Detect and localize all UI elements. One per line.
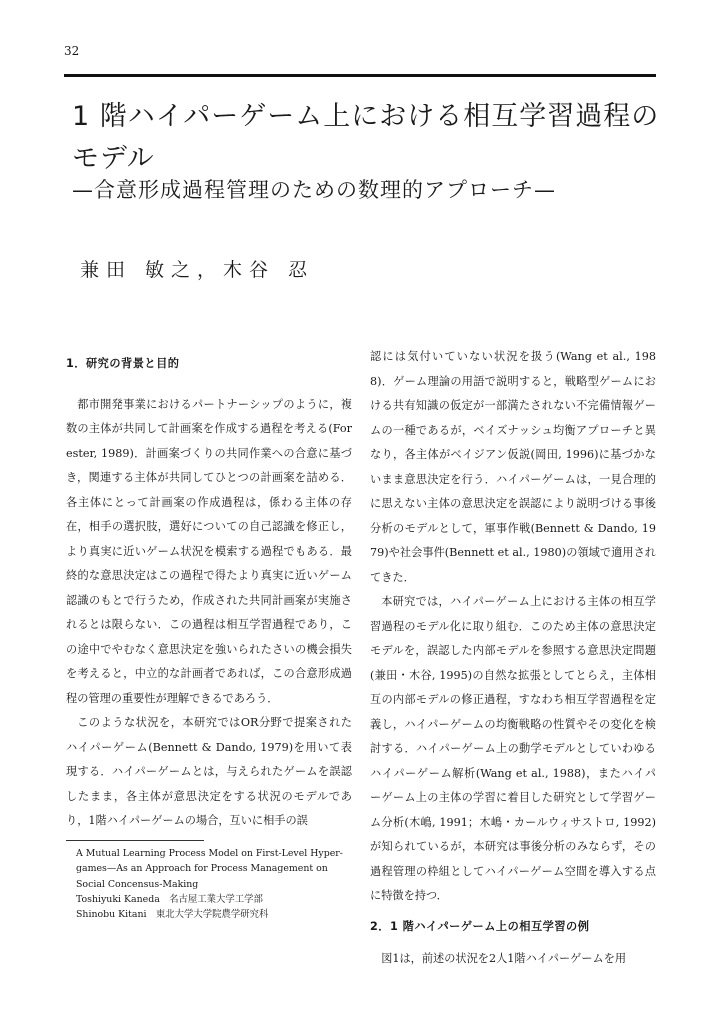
footnote-rule — [66, 840, 204, 841]
authors: 兼田 敏之，木谷 忍 — [80, 259, 315, 281]
footnote-line: games—As an Approach for Process Management on — [76, 863, 328, 875]
section-2-heading: 2．1 階ハイパーゲーム上の相互学習の例 — [370, 919, 590, 933]
paper-subtitle: —合意形成過程管理のための数理的アプローチ— — [72, 178, 556, 202]
footnote-line: Toshiyuki Kaneda 名古屋工業大学工学部 — [76, 893, 263, 905]
right-column — [370, 345, 656, 972]
footnote-line: Social Concensus-Making — [76, 878, 199, 890]
section-1-paragraph-1: 都市開発事業におけるパートナーシップのように，複数の主体が共同して計画案を作成する過程を考える(Forester, 1989)．計画案づくりの共同作業への合意に基づき，関連する主体が共同してひとつの計画案を詰める．各主体にとって計画案の作成過程は，係わる主体の存在，相手の選択肢，選好についての自己認識を修正し，より真実に近いゲーム状況を模索する過程でもある．最終的な意思決定はこの過程で得たより真実に近いゲーム認識のもとで行うため，作成された共同計画案が実施されるとは限らない．この過程は相互学習過程であり，この途中でやむなく意思決定を強いられたさいの機会損失を考えると，中立的な計画者であれば，この合意形成過程の管理の重要性が理解できるであろう． — [66, 397, 352, 705]
left-column — [66, 352, 352, 834]
page-number: 32 — [64, 44, 80, 58]
section-1-heading: 1．研究の背景と目的 — [66, 357, 180, 370]
footnote — [76, 846, 358, 922]
paper-title: 1 階ハイパーゲーム上における相互学習過程のモデル — [72, 101, 660, 174]
continuation-paragraph: 認には気付いていない状況を扱う(Wang et al., 1988)．ゲーム理論の用語で説明すると，戦略型ゲームにおける共有知識の仮定が一部満たされない不完備情報ゲームの一種であるが，ベイズナッシュ均衡アプローチと異なり，各主体がベイジアン仮説(岡田, 1996)に基づかないまま意思決定を行う．ハイパーゲームは，一見合理的に思えない主体の意思決定を誤認により説明づける事後分析のモデルとして，軍事作戦(Bennett & Dando, 1979)や社会事件(Bennett et al., 1980)の領域で適用されてきた． — [370, 350, 656, 584]
footnote-line: A Mutual Learning Process Model on First-Level Hyper- — [76, 848, 343, 859]
section-2-paragraph: 図1は，前述の状況を2人1階ハイパーゲームを用 — [381, 952, 627, 965]
research-paragraph: 本研究では，ハイパーゲーム上における主体の相互学習過程のモデル化に取り組む．このため主体の意思決定モデルを，誤認した内部モデルを参照する意思決定問題(兼田・木谷, 1995)の自然な拡張としてとらえ，主体相互の内部モデルの修正過程，すなわち相互学習過程を定義し，ハイパーゲームの均衡戦略の性質やその変化を検討する．ハイパーゲーム上の動学モデルとしていわゆるハイパーゲーム解析(Wang et al., 1988)，またハイパーゲーム上の主体の学習に着目した研究として学習ゲーム分析(木嶋, 1991；木嶋・カールウィサストロ, 1992)が知られているが，本研究は事後分析のみならず，その過程管理の枠組としてハイパーゲーム空間を導入する点に特徴を持つ． — [370, 595, 656, 902]
top-rule — [64, 74, 656, 77]
footnote-line: Shinobu Kitani 東北大学大学院農学研究科 — [76, 909, 269, 921]
section-1-paragraph-2: このような状況を，本研究ではOR分野で提案されたハイパーゲーム(Bennett & Dando, 1979)を用いて表現する．ハイパーゲームとは，与えられたゲームを誤認したまま，各主体が意思決定をする状況のモデルであり，1階ハイパーゲームの場合，互いに相手の誤 — [66, 716, 352, 827]
